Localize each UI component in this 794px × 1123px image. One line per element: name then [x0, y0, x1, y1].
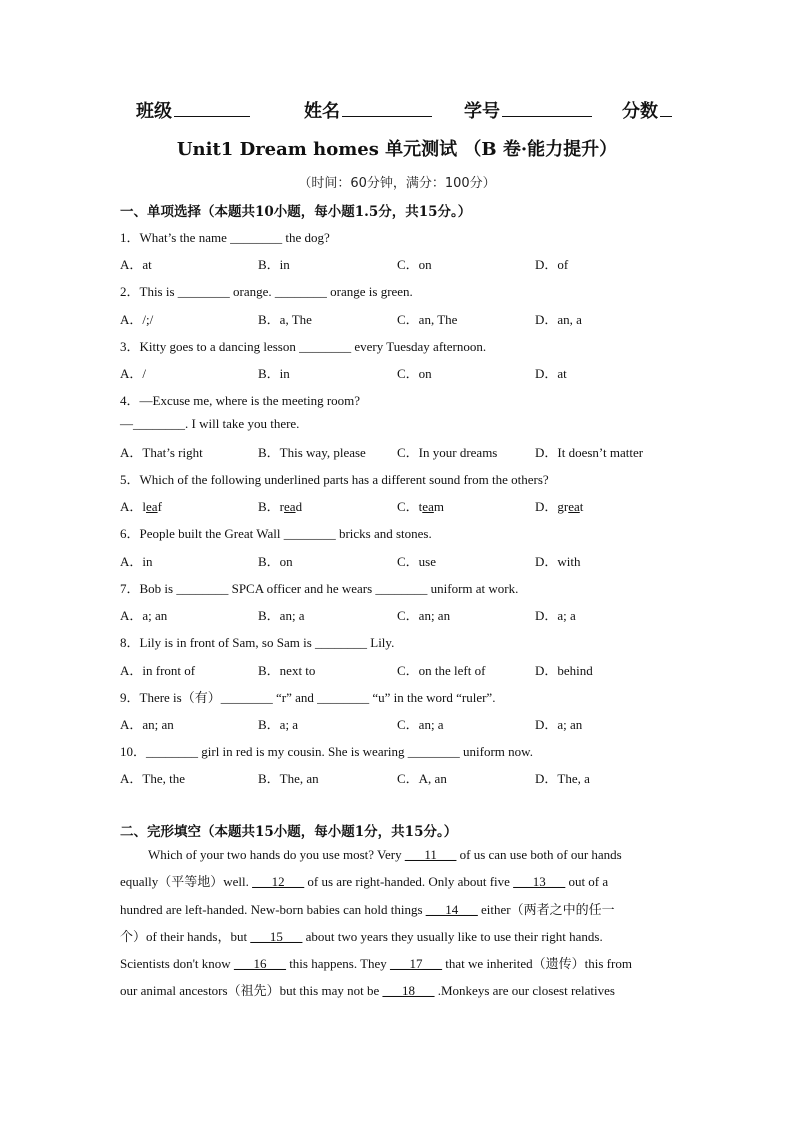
- question-options: [120, 714, 720, 732]
- option-suffix: t: [579, 499, 584, 514]
- cloze-blank[interactable]: ___17___: [390, 956, 443, 972]
- section1-heading: 一、单项选择（本题共10小题，每小题1.5分，共15分。）: [120, 204, 472, 220]
- passage-text: hundred are left-handed. New-born babies can hold things: [120, 901, 426, 917]
- option-a[interactable]: A．/;/: [120, 312, 154, 327]
- option-d[interactable]: D．with: [535, 554, 581, 569]
- question-stem: 7．Bob is ________ SPCA officer and he wears ________ uniform at work.: [120, 581, 519, 596]
- passage-text: this happens. They: [285, 956, 391, 972]
- passage-text: Scientists don't know: [120, 956, 234, 972]
- option-a[interactable]: A．/: [120, 366, 147, 381]
- question-stem: 8．Lily is in front of Sam, so Sam is ________ Lily.: [120, 635, 395, 650]
- option-suffix: f: [157, 499, 162, 514]
- underlined-part: ea: [422, 499, 434, 514]
- name-field[interactable]: [304, 97, 432, 123]
- option-prefix: B．r: [258, 499, 285, 514]
- name-label: 姓名: [304, 101, 340, 122]
- option-a[interactable]: A．in front of: [120, 663, 196, 678]
- option-b[interactable]: B．in: [258, 366, 290, 381]
- option-d[interactable]: D．an, a: [535, 312, 582, 327]
- option-d[interactable]: D．a; an: [535, 717, 583, 732]
- question-stem: 1．What’s the name ________ the dog?: [120, 230, 330, 245]
- option-prefix: C．t: [397, 499, 423, 514]
- option-d[interactable]: [535, 496, 583, 515]
- name-blank[interactable]: [342, 98, 432, 117]
- question-stem: 3．Kitty goes to a dancing lesson ________ every Tuesday afternoon.: [120, 339, 487, 354]
- option-b[interactable]: B．in: [258, 257, 290, 272]
- option-b[interactable]: B．an; a: [258, 608, 305, 623]
- option-a[interactable]: A．That’s right: [120, 445, 203, 460]
- section2-heading: 二、完形填空（本题共15小题，每小题1分，共15分。）: [120, 824, 458, 840]
- question-options: [120, 768, 720, 786]
- option-c[interactable]: C．an, The: [397, 312, 458, 327]
- question-stem: 5．Which of the following underlined parts has a different sound from the others?: [120, 472, 549, 487]
- passage-text: equally（平等地）well.: [120, 874, 253, 890]
- passage-line: [120, 923, 676, 950]
- student-info-line: [0, 97, 794, 121]
- option-d[interactable]: D．of: [535, 257, 569, 272]
- question-options: [120, 496, 720, 514]
- option-c[interactable]: C．A, an: [397, 771, 447, 786]
- question-options: [120, 660, 720, 678]
- option-c[interactable]: C．on: [397, 257, 432, 272]
- cloze-passage: [120, 841, 676, 1005]
- question-stem: 4．—Excuse me, where is the meeting room?: [120, 393, 361, 408]
- passage-text: out of a: [565, 874, 609, 890]
- option-b[interactable]: B．on: [258, 554, 293, 569]
- question-options: [120, 254, 720, 272]
- exam-time-info: （时间：60分钟，满分：100分）: [298, 176, 496, 191]
- class-field[interactable]: [136, 97, 250, 123]
- passage-text: Which of your two hands do you use most? Very: [148, 847, 405, 862]
- option-c[interactable]: C．an; a: [397, 717, 444, 732]
- option-c[interactable]: C．on: [397, 366, 432, 381]
- class-label: 班级: [136, 101, 172, 122]
- passage-text: either（两者之中的任一: [477, 901, 615, 917]
- cloze-blank[interactable]: ___11___: [404, 847, 457, 862]
- passage-line: [120, 868, 676, 895]
- class-blank[interactable]: [174, 98, 250, 117]
- passage-text: of us are right-handed. Only about five: [304, 874, 514, 890]
- option-a[interactable]: A．at: [120, 257, 152, 272]
- passage-text: 个）of their hands，but: [120, 928, 251, 944]
- passage-line: [120, 841, 676, 868]
- question-stem: 9．There is（有）________ “r” and ________ “u” in the word “ruler”.: [120, 690, 496, 705]
- score-field[interactable]: [622, 97, 672, 123]
- cloze-blank[interactable]: ___14___: [425, 901, 478, 917]
- option-a[interactable]: A．in: [120, 554, 153, 569]
- passage-line: [120, 977, 676, 1004]
- option-c[interactable]: C．an; an: [397, 608, 451, 623]
- option-b[interactable]: B．a, The: [258, 312, 312, 327]
- score-label: 分数: [622, 101, 658, 122]
- option-prefix: D．gr: [535, 499, 569, 514]
- option-prefix: A．l: [120, 499, 147, 514]
- question-options: [120, 442, 720, 460]
- option-d[interactable]: D．at: [535, 366, 567, 381]
- underlined-part: ea: [568, 499, 580, 514]
- passage-text: that we inherited（遗传）this from: [442, 956, 632, 972]
- passage-text: our animal ancestors（祖先）but this may not be: [120, 983, 383, 999]
- option-d[interactable]: D．a; a: [535, 608, 576, 623]
- option-a[interactable]: A．an; an: [120, 717, 174, 732]
- id-blank[interactable]: [502, 98, 592, 117]
- passage-line: [120, 950, 676, 977]
- cloze-blank[interactable]: ___18___: [382, 983, 435, 999]
- passage-line: [120, 896, 676, 923]
- question-stem: 2．This is ________ orange. ________ orange is green.: [120, 284, 413, 299]
- question-stem: 6．People built the Great Wall ________ bricks and stones.: [120, 526, 432, 541]
- passage-text: about two years they usually like to use their right hands.: [302, 928, 603, 944]
- page-title: Unit1 Dream homes 单元测试 （B 卷·能力提升）: [176, 139, 618, 160]
- underlined-part: ea: [146, 499, 158, 514]
- option-a[interactable]: A．The, the: [120, 771, 185, 786]
- question-options: [120, 363, 720, 381]
- option-d[interactable]: D．The, a: [535, 771, 590, 786]
- id-label: 学号: [464, 101, 500, 122]
- option-a[interactable]: [120, 496, 162, 515]
- passage-text: of us can use both of our hands: [456, 847, 622, 862]
- option-b[interactable]: B．The, an: [258, 771, 319, 786]
- option-c[interactable]: C．In your dreams: [397, 445, 498, 460]
- question-options: [120, 605, 720, 623]
- cloze-blank[interactable]: ___12___: [252, 874, 305, 890]
- option-b[interactable]: B．next to: [258, 663, 316, 678]
- option-suffix: m: [433, 499, 444, 514]
- option-c[interactable]: [397, 496, 444, 515]
- question-options: [120, 309, 720, 327]
- option-a[interactable]: A．a; an: [120, 608, 168, 623]
- cloze-blank[interactable]: ___16___: [233, 956, 286, 972]
- cloze-blank[interactable]: ___13___: [513, 874, 566, 890]
- option-c[interactable]: C．use: [397, 554, 437, 569]
- option-b[interactable]: [258, 496, 302, 515]
- question-stem-line2: —________. I will take you there.: [120, 416, 300, 431]
- passage-text: .Monkeys are our closest relatives: [434, 983, 615, 999]
- question-options: [120, 551, 720, 569]
- option-c[interactable]: C．on the left of: [397, 663, 486, 678]
- option-b[interactable]: B．This way, please: [258, 445, 366, 460]
- option-suffix: d: [295, 499, 303, 514]
- cloze-blank[interactable]: ___15___: [250, 928, 303, 944]
- option-d[interactable]: D．behind: [535, 663, 593, 678]
- question-stem: 10．________ girl in red is my cousin. She is wearing ________ uniform now.: [120, 744, 533, 759]
- option-b[interactable]: B．a; a: [258, 717, 299, 732]
- score-blank[interactable]: [660, 98, 672, 117]
- student-id-field[interactable]: [464, 97, 592, 123]
- option-d[interactable]: D．It doesn’t matter: [535, 445, 644, 460]
- underlined-part: ea: [284, 499, 296, 514]
